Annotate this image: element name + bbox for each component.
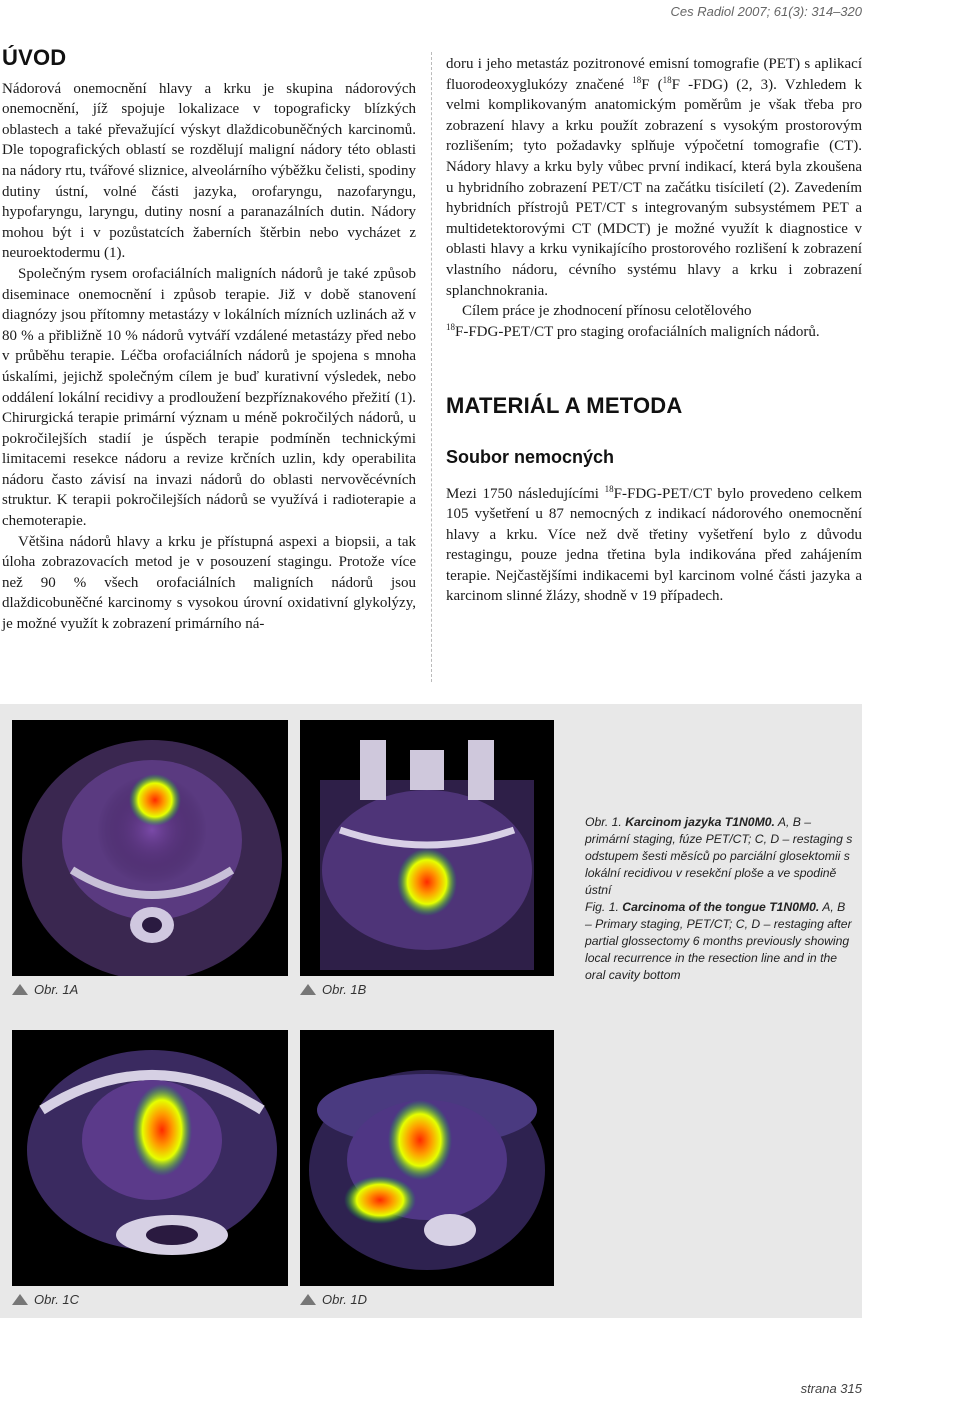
pet-ct-scan-1d [300, 1030, 554, 1286]
column-divider [431, 52, 432, 682]
triangle-up-icon [300, 1294, 316, 1305]
figure-label-1a: Obr. 1A [12, 982, 78, 997]
page-number: strana 315 [800, 1381, 862, 1396]
pet-ct-scan-1c [12, 1030, 288, 1286]
figure-label-1d: Obr. 1D [300, 1292, 367, 1307]
triangle-up-icon [300, 984, 316, 995]
triangle-up-icon [12, 1294, 28, 1305]
paragraph: Nádorová onemocnění hlavy a krku je skupina nádorových onemocnění, jíž spojuje lokalizace v topograficky blízkých oblastech a také převažující výskyt dlaždicobuněčných karcinomů. Dle topografických oblastí se rozdělují maligní nádory této oblasti na nádory rtu, tvářové sliznice, alveolárního výběžku čelisti, spodiny dutiny ústní, volné části jazyka, orofaryngu, nazofaryngu, hypofaryngu, laryngu, dutiny nosní a paranazálních dutin. Nádory mohou být i v pozůstatcích žaberních štěrbin nebo vycházet z neuroektodermu (1). [2, 80, 416, 262]
caption-czech: Obr. 1. Karcinom jazyka T1N0M0. A, B – primární staging, fúze PET/CT; C, D – restaging s odstupem šesti měsíců po parciální glosektomii s lokální recidivou v resekční ploše a ve spodině ústní [585, 815, 853, 897]
section-heading-intro: ÚVOD [2, 45, 67, 70]
subheading-patients: Soubor nemocných [446, 446, 615, 467]
running-head: Ces Radiol 2007; 61(3): 314–320 [670, 4, 862, 19]
paragraph: Mezi 1750 následujícími $^{18}$F-FDG-PET/CT bylo provedeno celkem 105 vyšetření u 87 nemocných z indikací nádorového onemocnění hlavy a krku. Více než dvě třetiny vyšetření bylo z důvodu restagingu, pouze jedna třetina byla indikována před zahájením terapie. Nejčastějšími indikacemi byl karcinom volné části jazyka a karcinom slinné žlázy, shodně v 19 případech. [446, 483, 862, 605]
left-column [2, 45, 416, 635]
figure-caption [585, 814, 855, 984]
triangle-up-icon [12, 984, 28, 995]
paragraph: Většina nádorů hlavy a krku je přístupná aspexi a biopsii, a tak úloha zobrazovacích metod je v posouzení stagingu. Protože více než 90 % všech orofaciálních maligních nádorů jsou dlaždicobuněčné karcinomy s vysokou úrovní oxidativní glykolýzy, je možné využít k zobrazení primárního ná- [2, 533, 416, 633]
right-column [446, 54, 862, 607]
paragraph: Společným rysem orofaciálních maligních nádorů je také způsob diseminace onemocnění i způsob terapie. Již v době stanovení diagnózy jsou přítomny metastázy v lokálních mízních uzlinách až v 80 % a přibližně 10 % nádorů vytváří vzdálené metastázy před nebo v průběhu terapie. Léčba orofaciálních nádorů je spojena s mnoha úskalími, jejichž společným cílem je buď kurativní výsledek, nebo oddálení lokální recidivy a prodloužení bezpříznakového přežití (1). Chirurgická terapie primární význam u méně pokročilých nádorů, u pokročilejších stadií je úspěch terapie podmíněn technickými limitacemi resekce nádoru a revize krčních uzlin, kdy operabilita nádoru často závisí na invazi nádorů do oblasti nervověcévních struktur. K terapii pokročilejších nádorů se využívá i radioterapie a chemoterapie. [2, 265, 416, 530]
section-heading-methods: MATERIÁL A METODA [446, 393, 683, 419]
figure-label-1c: Obr. 1C [12, 1292, 79, 1307]
pet-ct-scan-1b [300, 720, 554, 976]
pet-ct-scan-1a [12, 720, 288, 976]
caption-english: Fig. 1. Carcinoma of the tongue T1N0M0. A, B – Primary staging, PET/CT; C, D – restaging after partial glossectomy 6 months previously showing local recurrence in the resection line and in the oral cavity bottom [585, 900, 852, 982]
paragraph: doru i jeho metastáz pozitronové emisní tomografie (PET) s aplikací fluorodeoxyglukózy značené $^{18}$F ($^{18}$F -FDG) (2, 3). Vzhledem k velmi komplikovaným anatomickým poměrům je však třeba pro zobrazení hlavy a krku použít zobrazení s vysokým prostorovým rozlišením; tyto požadavky splňuje výpočetní tomografie (CT). Nádory hlavy a krku byly vůbec první indikací, která byla zkoušena u hybridního zobrazení PET/CT na začátku tisíciletí (2). Zavedením hybridních přístrojů PET/CT s integrovaným subsystémem PET a multidetektorovými CT (MDCT) je možné využít k diagnostice v oblasti hlavy a krku vynikajícího prostorového rozlišení k zobrazení vlastního nádoru, cévního systému hlavy a krku i zobrazení splanchnokrania. [446, 56, 862, 299]
figure-label-1b: Obr. 1B [300, 982, 366, 997]
paragraph: Cílem práce je zhodnocení přínosu celotělového $^{18}$F-FDG-PET/CT pro staging orofaciálních maligních nádorů. [446, 303, 820, 340]
